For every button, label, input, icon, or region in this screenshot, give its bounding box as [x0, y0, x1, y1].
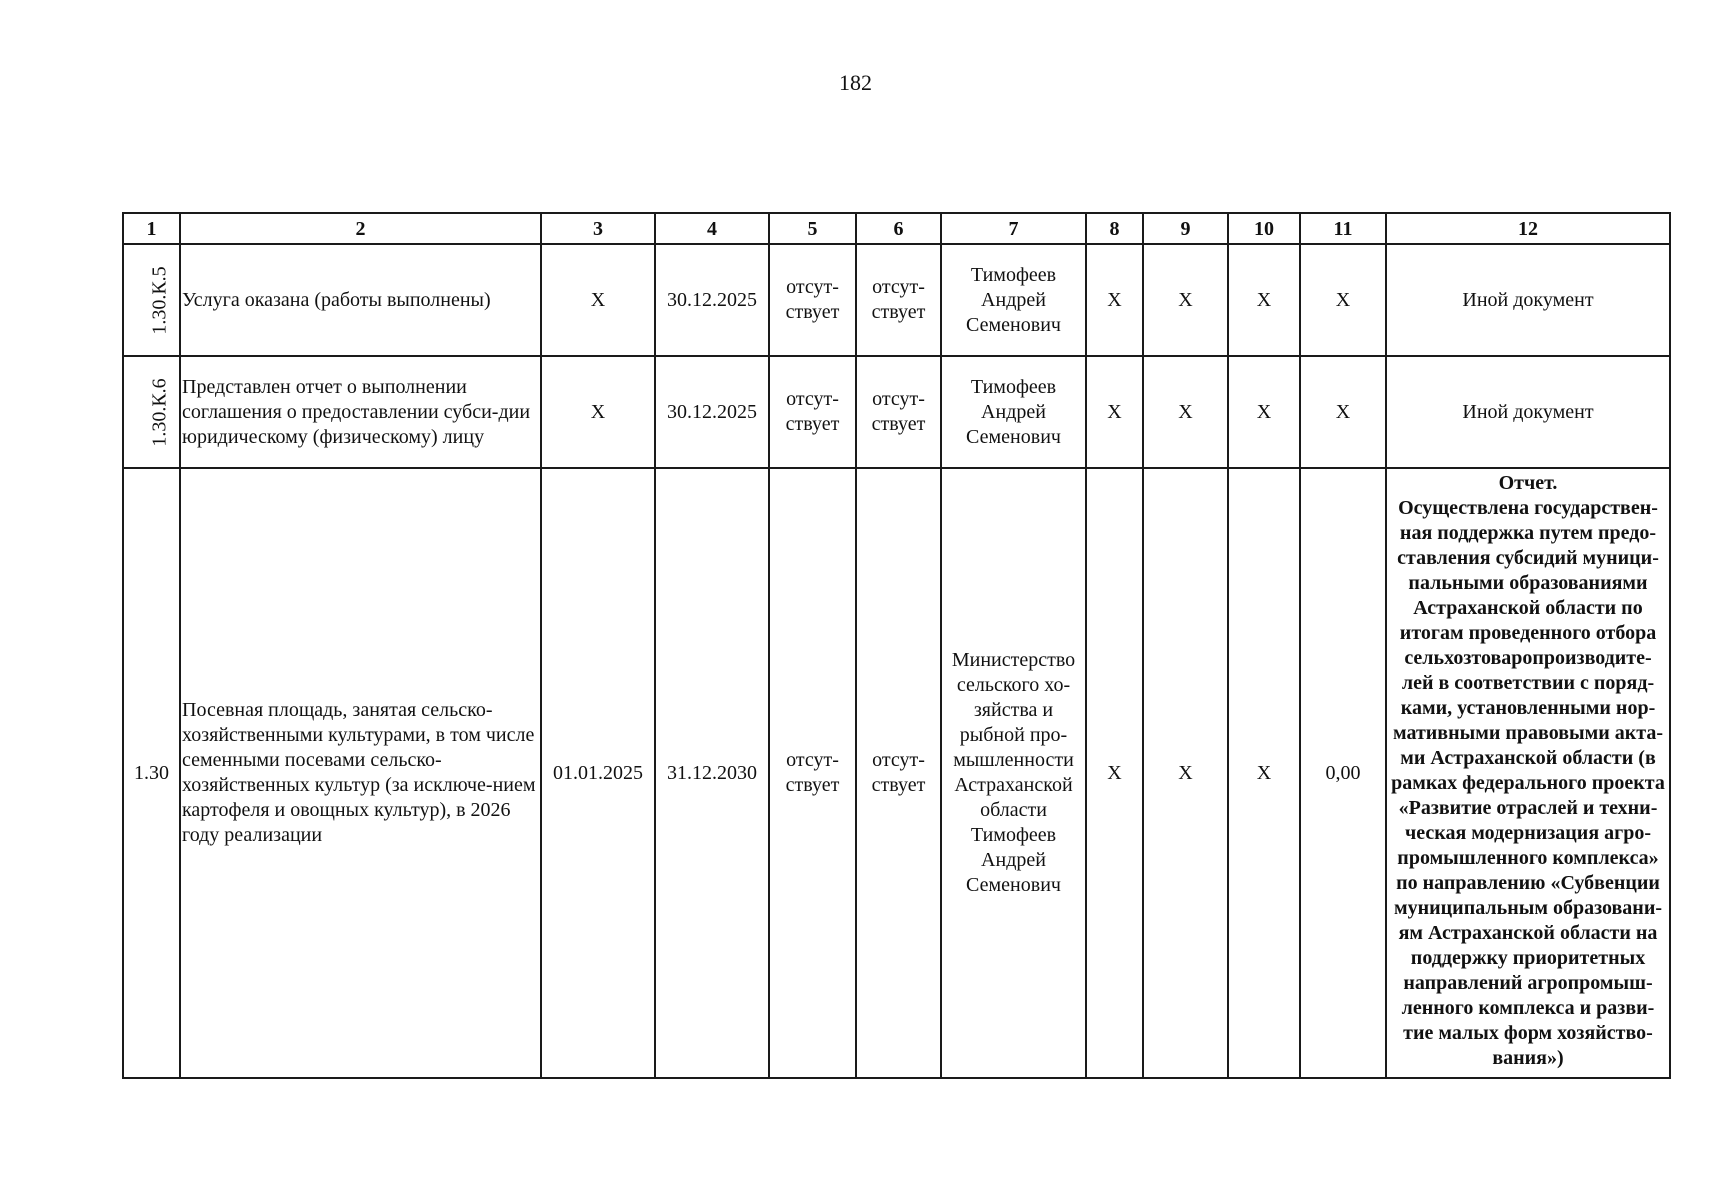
- page-number: 182: [839, 70, 872, 95]
- row-document-title: Отчет.: [1498, 472, 1558, 494]
- col-header-10: 10: [1228, 213, 1300, 244]
- row-responsible: Тимофеев Андрей Семенович: [941, 356, 1086, 468]
- row-col8: X: [1086, 244, 1143, 356]
- row-col9: X: [1143, 356, 1228, 468]
- row-responsible: Тимофеев Андрей Семенович: [941, 244, 1086, 356]
- row-id: 1.30.К.6: [148, 377, 171, 447]
- row-id-cell: [123, 356, 180, 468]
- row-col8: X: [1086, 356, 1143, 468]
- row-col5: отсут-ствует: [769, 356, 856, 468]
- row-col11: X: [1300, 356, 1386, 468]
- row-col8: X: [1086, 468, 1143, 1078]
- col-header-7: 7: [941, 213, 1086, 244]
- row-name: Услуга оказана (работы выполнены): [180, 244, 541, 356]
- col-header-9: 9: [1143, 213, 1228, 244]
- row-col9: X: [1143, 244, 1228, 356]
- row-start: 01.01.2025: [541, 468, 655, 1078]
- row-id: 1.30.К.5: [148, 265, 171, 335]
- row-id-cell: [123, 244, 180, 356]
- row-document: Иной документ: [1386, 244, 1670, 356]
- row-col6: отсут-ствует: [856, 356, 941, 468]
- col-header-5: 5: [769, 213, 856, 244]
- col-header-6: 6: [856, 213, 941, 244]
- row-col11: 0,00: [1300, 468, 1386, 1078]
- col-header-4: 4: [655, 213, 769, 244]
- table-row: [123, 468, 1670, 1078]
- col-header-11: 11: [1300, 213, 1386, 244]
- table-row: [123, 244, 1670, 356]
- row-document: Осуществлена государствен-ная поддержка путем предо-ставления субсидий муници-пальными образованиями Астраханской области по итогам проведенного отбора сельхозтоваропроизводите-лей в соответствии с поряд-ками, установленными нор-мативными правовыми акта-ми Астраханской области (в рамках федерального проекта «Развитие отраслей и техни-ческая модернизация агро-промышленного комплекса» по направлению «Субвенции муниципальным образовани-ям Астраханской области на поддержку приоритетных направлений агропромыш-ленного комплекса и разви-тие малых форм хозяйство-вания»): [1391, 497, 1665, 1069]
- col-header-3: 3: [541, 213, 655, 244]
- row-col6: отсут-ствует: [856, 468, 941, 1078]
- row-name: Посевная площадь, занятая сельско-хозяйственными культурами, в том числе семенными посевами сельско-хозяйственных культур (за исключе-нием картофеля и овощных культур), в 2026 году реализации: [180, 468, 541, 1078]
- col-header-12: 12: [1386, 213, 1670, 244]
- table-row: [123, 356, 1670, 468]
- col-header-8: 8: [1086, 213, 1143, 244]
- row-col10: X: [1228, 468, 1300, 1078]
- header-row: [123, 213, 1670, 244]
- row-name: Представлен отчет о выполнении соглашения о предоставлении субси-дии юридическому (физическому) лицу: [180, 356, 541, 468]
- plan-table: [122, 212, 1671, 1079]
- row-document-cell: [1386, 468, 1670, 1078]
- col-header-2: 2: [180, 213, 541, 244]
- row-document: Иной документ: [1386, 356, 1670, 468]
- row-col5: отсут-ствует: [769, 244, 856, 356]
- row-id: 1.30: [123, 468, 180, 1078]
- row-col11: X: [1300, 244, 1386, 356]
- row-end: 30.12.2025: [655, 356, 769, 468]
- row-responsible: Министерство сельского хо-зяйства и рыбной про-мышленности Астраханской области Тимофеев Андрей Семенович: [941, 468, 1086, 1078]
- row-end: 31.12.2030: [655, 468, 769, 1078]
- row-col6: отсут-ствует: [856, 244, 941, 356]
- row-start: X: [541, 356, 655, 468]
- col-header-1: 1: [123, 213, 180, 244]
- row-col5: отсут-ствует: [769, 468, 856, 1078]
- row-col10: X: [1228, 356, 1300, 468]
- row-start: X: [541, 244, 655, 356]
- row-col10: X: [1228, 244, 1300, 356]
- row-end: 30.12.2025: [655, 244, 769, 356]
- row-col9: X: [1143, 468, 1228, 1078]
